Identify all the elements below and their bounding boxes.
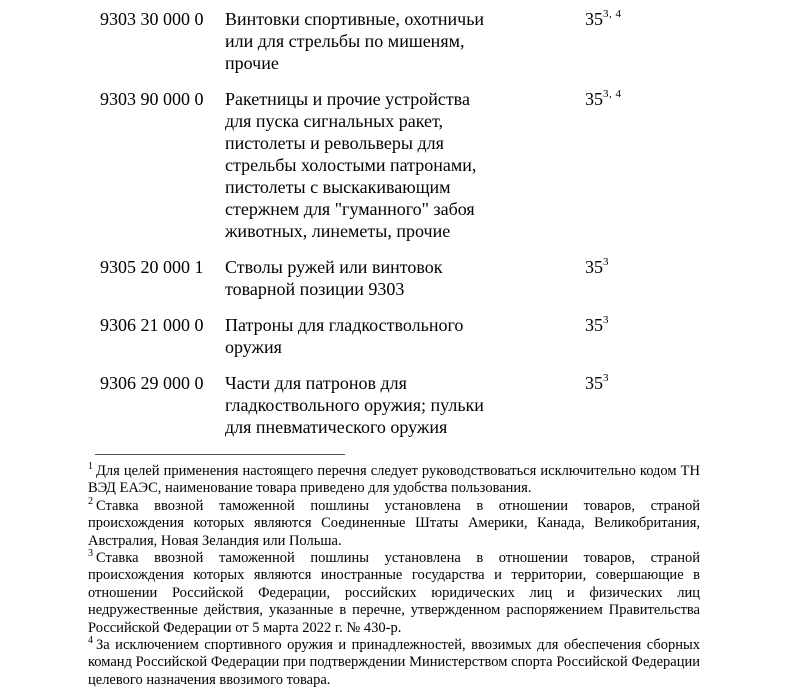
footnotes-section xyxy=(88,463,700,689)
tnved-code: 9303 30 000 0 xyxy=(100,9,204,29)
tnved-code: 9303 90 000 0 xyxy=(100,89,204,109)
duty-rate-value: 35 xyxy=(585,373,603,393)
tnved-code: 9306 29 000 0 xyxy=(100,373,204,393)
duty-rate-value: 35 xyxy=(585,9,603,29)
duty-rate xyxy=(585,372,609,394)
footnote-marker: 2 xyxy=(88,495,93,507)
footnote-text: За исключением спортивного оружия и принадлежностей, ввозимых для обеспечения сборных команд Российской Федерации при подтверждении Министерством спорта Российской Федерации целевого назначения ввозимого товара. xyxy=(88,637,700,688)
table-row xyxy=(100,256,700,300)
footnote-text: Ставка ввозной таможенной пошлины установлена в отношении товаров, страной происхождения которых являются иностранные государства и территории, совершающие в отношении Российской Федерации, российских юридических лиц и физических лиц недружественные действия, указанные в перечне, утвержденном распоряжением Правительства Российской Федерации от 5 марта 2022 г. № 430-р. xyxy=(88,550,700,636)
table-row xyxy=(100,314,700,358)
tnved-code: 9306 21 000 0 xyxy=(100,315,204,335)
footnote-divider xyxy=(95,454,345,455)
duty-rate-footnote-refs: 3, 4 xyxy=(603,88,622,100)
duty-rate-value: 35 xyxy=(585,89,603,109)
footnote-marker: 4 xyxy=(88,635,93,647)
footnote-text: Ставка ввозной таможенной пошлины установлена в отношении товаров, страной происхождения которых являются Соединенные Штаты Америки, Канада, Великобритания, Австралия, Новая Зеландия или Польша. xyxy=(88,497,700,549)
footnote-marker: 3 xyxy=(88,548,93,560)
goods-description: Ракетницы и прочие устройства для пуска сигнальных ракет, пистолеты и револьверы для стрельбы холостыми патронами, пистолеты с выскакивающим стержнем для "гуманного" забоя животных, линеметы, прочие xyxy=(225,89,477,241)
footnote-2 xyxy=(88,495,700,550)
footnote-1 xyxy=(88,463,700,498)
footnote-marker: 1 xyxy=(88,461,93,473)
duty-rate-footnote-refs: 3 xyxy=(603,314,609,326)
duty-rate-footnote-refs: 3 xyxy=(603,372,609,384)
footnote-4 xyxy=(88,637,700,689)
tnved-code: 9305 20 000 1 xyxy=(100,257,204,277)
goods-description: Части для патронов для гладкоствольного оружия; пульки для пневматического оружия xyxy=(225,373,484,437)
duty-rate xyxy=(585,8,622,30)
tariff-table xyxy=(100,8,700,452)
duty-rate-footnote-refs: 3, 4 xyxy=(603,8,622,20)
duty-rate-value: 35 xyxy=(585,257,603,277)
duty-rate xyxy=(585,256,609,278)
footnote-text: Для целей применения настоящего перечня следует руководствоваться исключительно кодом ТН ВЭД ЕАЭС, наименование товара приведено для удобства пользования. xyxy=(88,463,700,497)
table-row xyxy=(100,372,700,438)
table-row xyxy=(100,8,700,74)
goods-description: Стволы ружей или винтовок товарной позиции 9303 xyxy=(225,257,443,299)
goods-description: Патроны для гладкоствольного оружия xyxy=(225,315,464,357)
duty-rate xyxy=(585,314,609,336)
footnote-3 xyxy=(88,550,700,637)
duty-rate-footnote-refs: 3 xyxy=(603,256,609,268)
table-row xyxy=(100,88,700,242)
duty-rate-value: 35 xyxy=(585,315,603,335)
duty-rate xyxy=(585,88,622,110)
goods-description: Винтовки спортивные, охотничьи или для стрельбы по мишеням, прочие xyxy=(225,9,485,73)
